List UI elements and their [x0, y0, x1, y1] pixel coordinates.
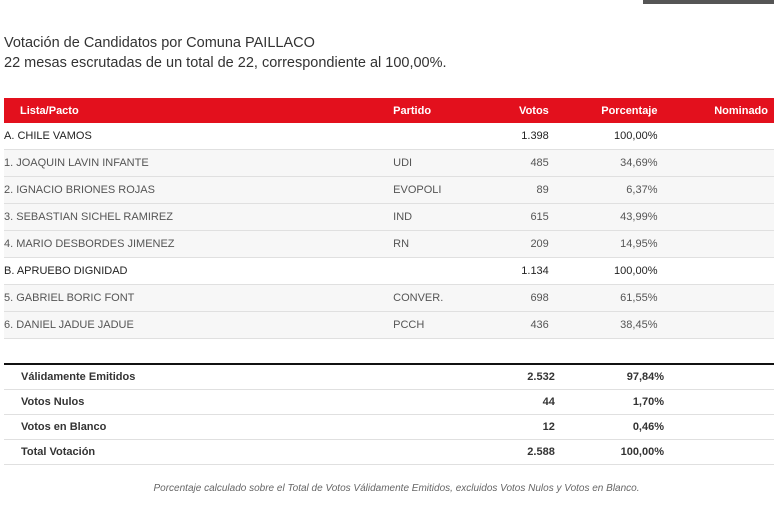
candidate-nominado [657, 204, 774, 231]
candidate-votos: 209 [494, 231, 549, 258]
pact-votos: 1.134 [494, 258, 549, 285]
pact-nominado [657, 258, 774, 285]
candidate-votos: 89 [494, 177, 549, 204]
col-header-nominado: Nominado [714, 104, 768, 117]
totals-porcentaje: 100,00% [555, 440, 664, 465]
candidate-votos: 436 [494, 312, 549, 339]
totals-nominado [664, 440, 774, 465]
pact-porcentaje: 100,00% [549, 123, 658, 150]
candidate-partido: CONVER. [393, 285, 494, 312]
candidate-name: 4. MARIO DESBORDES JIMENEZ [4, 231, 393, 258]
spacer-cell [4, 339, 774, 366]
totals-votos: 12 [500, 415, 555, 440]
candidate-row [4, 204, 774, 231]
totals-row [4, 390, 774, 415]
page-title: Votación de Candidatos por Comuna PAILLACO [4, 35, 315, 51]
candidate-nominado [657, 285, 774, 312]
totals-label: Total Votación [4, 440, 399, 465]
totals-row [4, 440, 774, 465]
totals-partido [399, 415, 499, 440]
pact-porcentaje: 100,00% [549, 258, 658, 285]
pact-name: B. APRUEBO DIGNIDAD [4, 258, 393, 285]
candidate-porcentaje: 14,95% [549, 231, 658, 258]
totals-partido [399, 390, 499, 415]
spacer-row [4, 339, 774, 366]
totals-table [4, 363, 774, 465]
candidate-votos: 485 [494, 150, 549, 177]
candidate-row [4, 150, 774, 177]
candidate-partido: PCCH [393, 312, 494, 339]
totals-partido [399, 440, 499, 465]
pact-votos: 1.398 [494, 123, 549, 150]
candidate-name: 6. DANIEL JADUE JADUE [4, 312, 393, 339]
totals-partido [399, 364, 499, 390]
candidate-porcentaje: 61,55% [549, 285, 658, 312]
totals-nominado [664, 390, 774, 415]
candidate-nominado [657, 177, 774, 204]
totals-nominado [664, 364, 774, 390]
candidate-name: 5. GABRIEL BORIC FONT [4, 285, 393, 312]
candidate-partido: UDI [393, 150, 494, 177]
footnote: Porcentaje calculado sobre el Total de Votos Válidamente Emitidos, excluidos Votos Nulos y Votos en Blanco. [153, 483, 640, 494]
candidate-row [4, 312, 774, 339]
candidate-nominado [657, 312, 774, 339]
candidate-name: 1. JOAQUIN LAVIN INFANTE [4, 150, 393, 177]
candidate-porcentaje: 6,37% [549, 177, 658, 204]
candidate-partido: IND [393, 204, 494, 231]
totals-nominado [664, 415, 774, 440]
results-table [4, 98, 774, 365]
candidate-partido: EVOPOLI [393, 177, 494, 204]
candidate-row [4, 177, 774, 204]
totals-row [4, 364, 774, 390]
totals-row [4, 415, 774, 440]
col-header-partido: Partido [393, 104, 432, 117]
pact-partido [393, 123, 494, 150]
candidate-row [4, 285, 774, 312]
totals-porcentaje: 0,46% [555, 415, 664, 440]
candidate-name: 2. IGNACIO BRIONES ROJAS [4, 177, 393, 204]
totals-label: Votos Nulos [4, 390, 399, 415]
totals-votos: 2.588 [500, 440, 555, 465]
results-header-row [4, 98, 774, 123]
col-header-porcentaje: Porcentaje [601, 104, 658, 117]
candidate-votos: 698 [494, 285, 549, 312]
col-header-votos: Votos [519, 104, 549, 117]
totals-label: Votos en Blanco [4, 415, 399, 440]
totals-votos: 44 [500, 390, 555, 415]
top-bar [643, 0, 774, 4]
candidate-nominado [657, 150, 774, 177]
candidate-row [4, 231, 774, 258]
totals-label: Válidamente Emitidos [4, 364, 399, 390]
totals-votos: 2.532 [500, 364, 555, 390]
candidate-nominado [657, 231, 774, 258]
pact-nominado [657, 123, 774, 150]
candidate-votos: 615 [494, 204, 549, 231]
pact-row [4, 258, 774, 285]
totals-porcentaje: 1,70% [555, 390, 664, 415]
pact-name: A. CHILE VAMOS [4, 123, 393, 150]
candidate-porcentaje: 38,45% [549, 312, 658, 339]
page-subtitle: 22 mesas escrutadas de un total de 22, correspondiente al 100,00%. [4, 55, 447, 71]
candidate-name: 3. SEBASTIAN SICHEL RAMIREZ [4, 204, 393, 231]
candidate-porcentaje: 34,69% [549, 150, 658, 177]
pact-partido [393, 258, 494, 285]
candidate-porcentaje: 43,99% [549, 204, 658, 231]
col-header-lista: Lista/Pacto [20, 104, 79, 117]
totals-porcentaje: 97,84% [555, 364, 664, 390]
pact-row [4, 123, 774, 150]
candidate-partido: RN [393, 231, 494, 258]
